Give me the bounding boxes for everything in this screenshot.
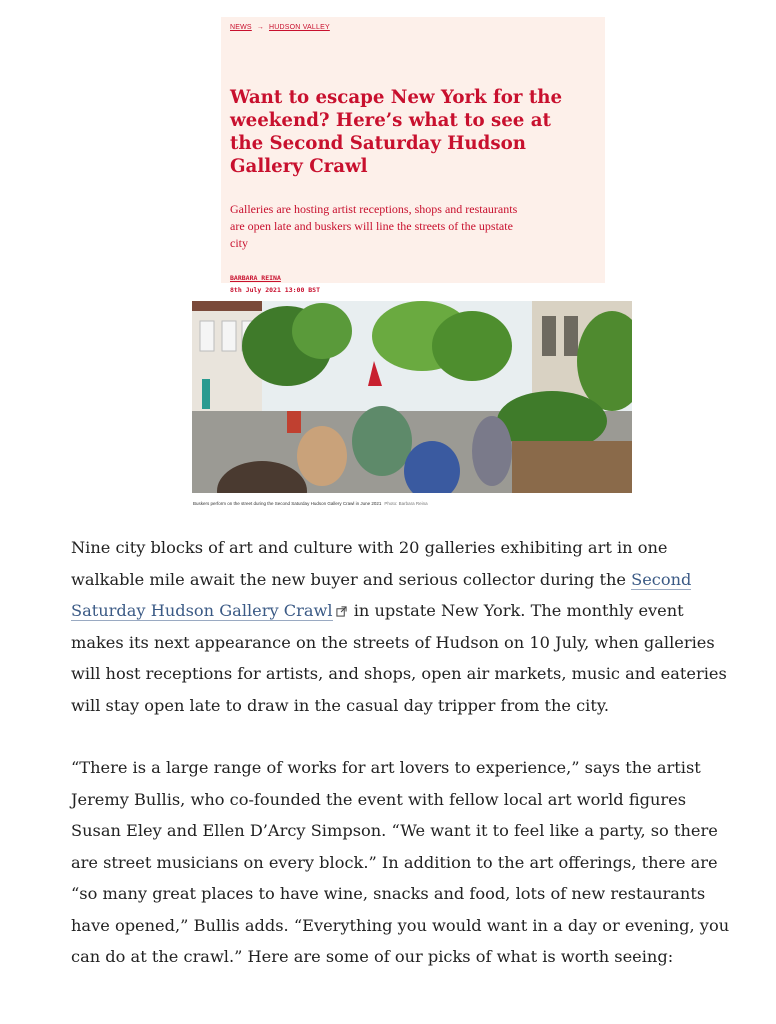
breadcrumb bbox=[230, 22, 596, 34]
photo-credit: Photo: Barbara Reina bbox=[384, 501, 428, 506]
article-body bbox=[71, 532, 731, 973]
external-link-icon[interactable] bbox=[336, 606, 347, 617]
hero-photo bbox=[192, 301, 632, 493]
paragraph-2: “There is a large range of works for art lovers to experience,” says the artist Jeremy Bullis, who co-founded the event with fellow local art world figures Susan Eley and Ellen D’Arcy Simpson. “We want it to feel like a party, so there are street musicians on every block.” In addition to the art offerings, there are “so many great places to have wine, snacks and food, lots of new restaurants have opened,” Bullis adds. “Everything you would want in a day or evening, you can do at the crawl.” Here are some of our picks of what is worth seeing: bbox=[71, 758, 730, 966]
breadcrumb-arrow: → bbox=[256, 24, 265, 31]
breadcrumb-news[interactable]: NEWS bbox=[230, 24, 252, 31]
gallery-crawl-link[interactable]: Second Saturday Hudson Gallery Crawl bbox=[71, 569, 692, 620]
page-title: Want to escape New York for the weekend? Here’s what to see at the Second Saturday Hudson Gallery Crawl bbox=[230, 87, 563, 177]
paragraph-1 bbox=[71, 532, 731, 721]
standfirst: Galleries are hosting artist receptions, shops and restaurants are open late and buskers will line the streets of the upstate city bbox=[230, 202, 518, 250]
publish-date: 8th July 2021 13:00 BST bbox=[230, 286, 321, 294]
author-link[interactable]: BARBARA REINA bbox=[230, 274, 281, 282]
paragraph-1-text-start: Nine city blocks of art and culture with 20 galleries exhibiting art in one walkable mile await the new buyer and serious collector during the bbox=[71, 538, 668, 589]
photo-caption bbox=[193, 501, 633, 506]
breadcrumb-hudson-valley[interactable]: HUDSON VALLEY bbox=[269, 24, 330, 31]
caption-text: Buskers perform on the street during the Second Saturday Hudson Gallery Crawl in June 2021 bbox=[193, 501, 382, 506]
article-header bbox=[221, 17, 605, 294]
busker-street-photo bbox=[192, 301, 632, 493]
byline bbox=[230, 272, 596, 296]
paragraph-1-text-end: in upstate New York. The monthly event makes its next appearance on the streets of Hudson on 10 July, when galleries will host receptions for artists, and shops, open air markets, music and eateries will stay open late to draw in the casual day tripper from the city. bbox=[71, 601, 727, 715]
